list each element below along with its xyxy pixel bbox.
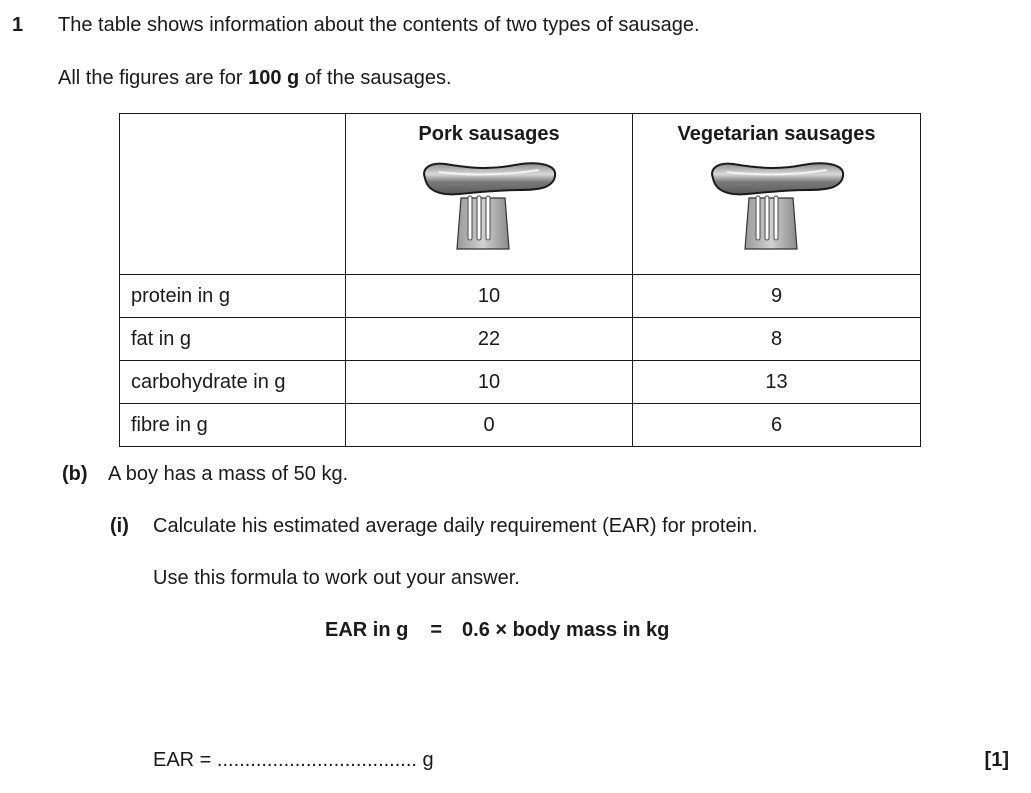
- answer-prefix: EAR =: [153, 749, 217, 771]
- part-i-label: (i): [110, 515, 129, 537]
- row-label: protein in g: [120, 275, 346, 318]
- question-intro: The table shows information about the contents of two types of sausage.: [58, 14, 700, 36]
- part-i-instruction: Use this formula to work out your answer.: [153, 567, 520, 589]
- formula-rhs: 0.6 × body mass in kg: [462, 619, 670, 641]
- sausage-on-fork-icon: [419, 160, 559, 252]
- vegetarian-value: 13: [633, 361, 921, 404]
- note-prefix: All the figures are for: [58, 67, 249, 89]
- answer-blank-field[interactable]: ....................................: [216, 749, 417, 771]
- formula-equals: =: [430, 619, 443, 641]
- header-empty-cell: [120, 114, 346, 275]
- vegetarian-value: 9: [633, 275, 921, 318]
- part-i-text: Calculate his estimated average daily requirement (EAR) for protein.: [153, 515, 758, 537]
- pork-value: 10: [346, 361, 633, 404]
- table-row: [120, 404, 921, 447]
- pork-value: 0: [346, 404, 633, 447]
- formula-lhs: EAR in g: [325, 619, 409, 641]
- table-header-row: [120, 114, 921, 275]
- pork-value: 22: [346, 318, 633, 361]
- marks-label: [1]: [984, 749, 1009, 771]
- question-number: 1: [12, 14, 24, 36]
- row-label: fibre in g: [120, 404, 346, 447]
- table-row: [120, 275, 921, 318]
- header-vegetarian: [633, 114, 921, 275]
- vegetarian-value: 8: [633, 318, 921, 361]
- header-pork: [346, 114, 633, 275]
- part-b-text: A boy has a mass of 50 kg.: [108, 463, 349, 485]
- answer-unit: g: [416, 749, 434, 771]
- nutrition-table: [119, 113, 921, 447]
- column-heading-pork: Pork sausages: [418, 123, 560, 145]
- answer-line: [153, 749, 434, 772]
- row-label: fat in g: [120, 318, 346, 361]
- table-row: [120, 361, 921, 404]
- note-suffix: of the sausages.: [299, 67, 452, 89]
- question-note: [58, 67, 452, 90]
- sausage-on-fork-icon: [707, 160, 847, 252]
- table-row: [120, 318, 921, 361]
- pork-value: 10: [346, 275, 633, 318]
- note-emphasis: 100 g: [248, 67, 300, 89]
- row-label: carbohydrate in g: [120, 361, 346, 404]
- ear-formula: [325, 619, 669, 642]
- vegetarian-value: 6: [633, 404, 921, 447]
- column-heading-vegetarian: Vegetarian sausages: [677, 123, 876, 145]
- part-b-label: (b): [62, 463, 88, 485]
